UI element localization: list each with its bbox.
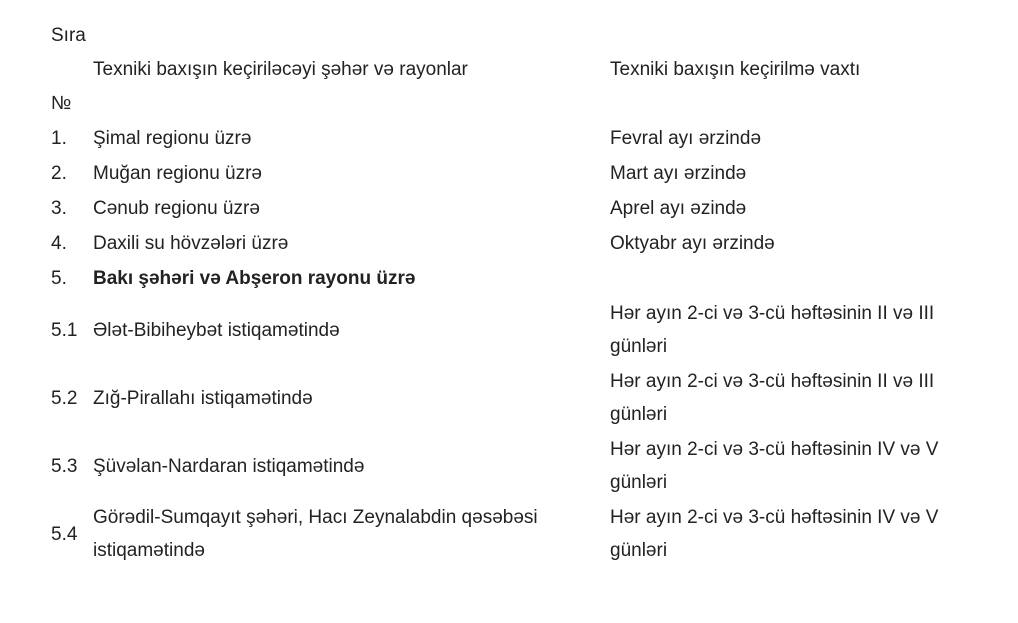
row-number: 3. xyxy=(51,197,67,219)
row-time: Hər ayın 2-ci və 3-cü həftəsinin II və III günləri xyxy=(610,303,935,357)
row-location: Bakı şəhəri və Abşeron rayonu üzrə xyxy=(93,267,416,289)
row-location: Zığ-Pirallahı istiqamətində xyxy=(93,387,313,409)
table-row xyxy=(51,432,981,500)
row-location: Cənub regionu üzrə xyxy=(93,197,260,219)
table-row xyxy=(51,191,981,226)
row-location: Görədil-Sumqayıt şəhəri, Hacı Zeynalabdin qəsəbəsi istiqamətində xyxy=(93,507,538,561)
header-row-bottom xyxy=(51,87,981,121)
row-location: Ələt-Bibiheybət istiqamətində xyxy=(93,319,340,341)
row-time: Oktyabr ayı ərzində xyxy=(610,232,775,254)
table-row xyxy=(51,156,981,191)
row-location: Şüvəlan-Nardaran istiqamətində xyxy=(93,455,365,477)
row-number: 5. xyxy=(51,267,67,289)
time-column-header: Texniki baxışın keçirilmə vaxtı xyxy=(610,59,861,80)
header-row-middle xyxy=(51,53,981,87)
row-location: Daxili su hövzələri üzrə xyxy=(93,232,289,254)
schedule-table xyxy=(51,19,981,568)
row-time: Hər ayın 2-ci və 3-cü həftəsinin II və III günləri xyxy=(610,371,935,425)
table-row xyxy=(51,261,981,296)
table-row xyxy=(51,500,981,568)
number-header-top: Sıra xyxy=(51,25,86,46)
row-location: Muğan regionu üzrə xyxy=(93,162,262,184)
row-time: Fevral ayı ərzində xyxy=(610,127,762,149)
row-number: 2. xyxy=(51,162,67,184)
table-row xyxy=(51,296,981,364)
row-time: Hər ayın 2-ci və 3-cü həftəsinin IV və V günləri xyxy=(610,439,939,493)
row-number: 5.3 xyxy=(51,455,78,477)
row-number: 5.4 xyxy=(51,523,78,545)
table-row xyxy=(51,364,981,432)
table-row xyxy=(51,121,981,156)
row-number: 5.1 xyxy=(51,319,78,341)
row-location: Şimal regionu üzrə xyxy=(93,127,252,149)
location-column-header: Texniki baxışın keçiriləcəyi şəhər və rayonlar xyxy=(93,59,468,80)
row-time: Mart ayı ərzində xyxy=(610,162,747,184)
row-number: 4. xyxy=(51,232,67,254)
row-time: Hər ayın 2-ci və 3-cü həftəsinin IV və V günləri xyxy=(610,507,939,561)
header-row-top xyxy=(51,19,981,53)
number-header-bottom: № xyxy=(51,93,72,114)
row-time: Aprel ayı əzində xyxy=(610,197,747,219)
table-row xyxy=(51,226,981,261)
row-number: 5.2 xyxy=(51,387,78,409)
row-number: 1. xyxy=(51,127,67,149)
